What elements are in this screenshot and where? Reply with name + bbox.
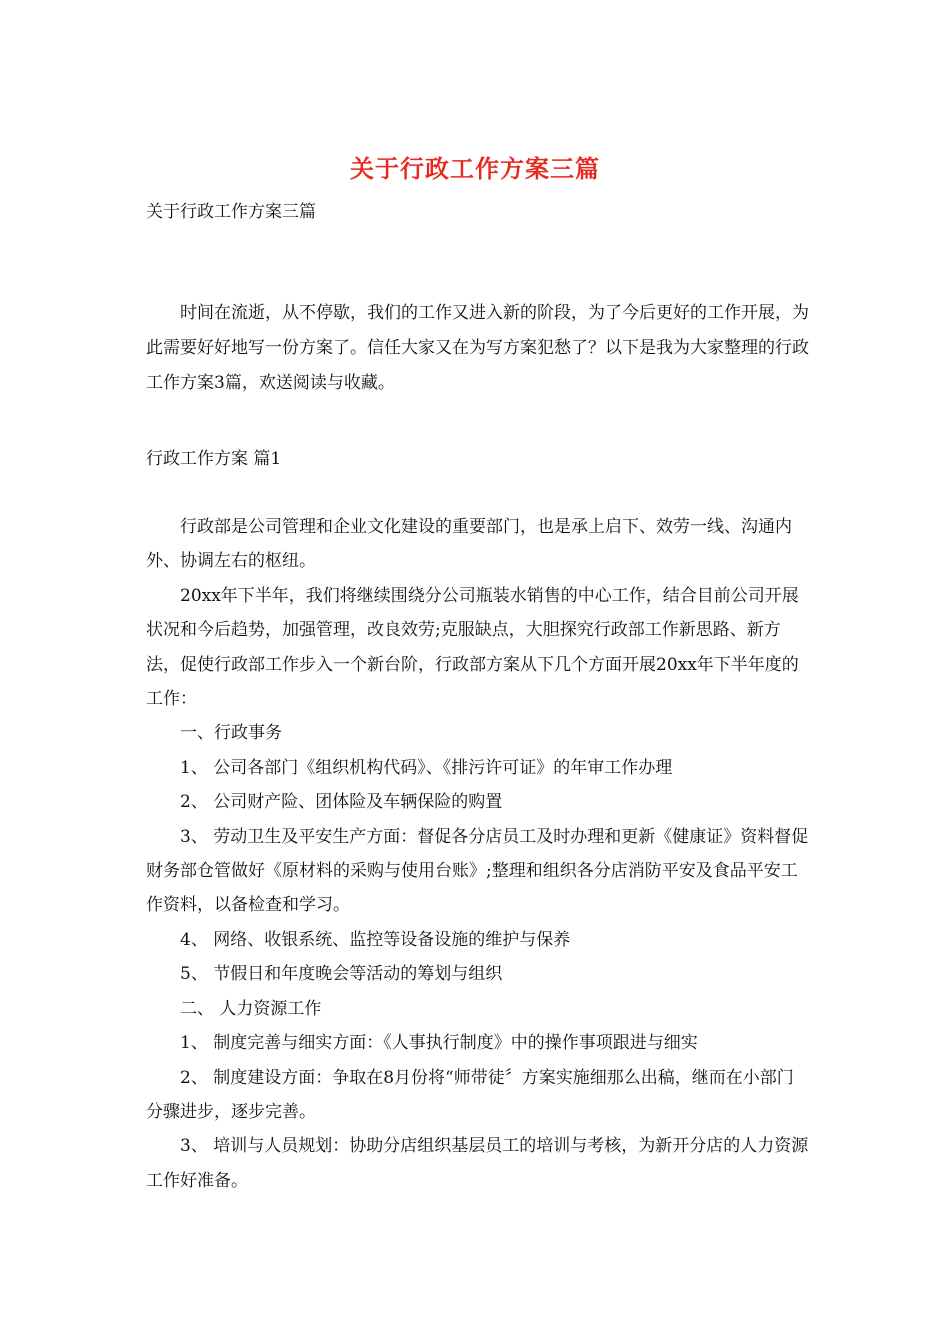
intro-block bbox=[146, 296, 810, 401]
list-item: 4、 网络、收银系统、监控等设备设施的维护与保养 bbox=[180, 929, 571, 950]
list-item: 5、 节假日和年度晚会等活动的筹划与组织 bbox=[180, 964, 503, 985]
list-item: 3、 培训与人员规划：协助分店组织基层员工的培训与考核，为新开分店的人力资源工作好准备。 bbox=[146, 1136, 809, 1191]
list-item: 1、 公司各部门《组织机构代码》、《排污许可证》的年审工作办理 bbox=[180, 757, 673, 778]
intro-paragraph: 时间在流逝，从不停歇，我们的工作又进入新的阶段，为了今后更好的工作开展，为此需要好好地写一份方案了。信任大家又在为写方案犯愁了？以下是我为大家整理的行政工作方案3篇，欢送阅读与收藏。 bbox=[146, 303, 809, 393]
section-heading-block bbox=[146, 442, 810, 477]
paragraph: 行政部是公司管理和企业文化建设的重要部门，也是承上启下、效劳一线、沟通内外、协调左右的枢纽。 bbox=[146, 517, 792, 572]
document-title: 关于行政工作方案三篇 bbox=[350, 154, 600, 183]
document-subtitle: 关于行政工作方案三篇 bbox=[146, 202, 316, 222]
list-heading: 一、行政事务 bbox=[180, 723, 282, 744]
list-item: 2、 制度建设方面：争取在8月份将“师带徒〞方案实施细那么出稿，继而在小部门分骤进步，逐步完善。 bbox=[146, 1067, 794, 1122]
content-block bbox=[146, 510, 810, 1198]
paragraph: 20xx年下半年，我们将继续围绕分公司瓶装水销售的中心工作，结合目前公司开展状况和今后趋势，加强管理，改良效劳;克服缺点，大胆探究行政部工作新思路、新方法，促使行政部工作步入一个新台阶，行政部方案从下几个方面开展20xx年下半年度的工作： bbox=[146, 585, 799, 710]
list-item: 1、 制度完善与细实方面：《人事执行制度》中的操作事项跟进与细实 bbox=[180, 1033, 698, 1054]
list-heading: 二、 人力资源工作 bbox=[180, 998, 322, 1019]
list-item: 3、 劳动卫生及平安生产方面：督促各分店员工及时办理和更新《健康证》资料督促财务部仓管做好《原材料的采购与使用台账》;整理和组织各分店消防平安及食品平安工作资料，以备检查和学习。 bbox=[146, 826, 809, 916]
list-item: 2、 公司财产险、团体险及车辆保险的购置 bbox=[180, 792, 503, 813]
section-heading: 行政工作方案 篇1 bbox=[146, 449, 282, 469]
